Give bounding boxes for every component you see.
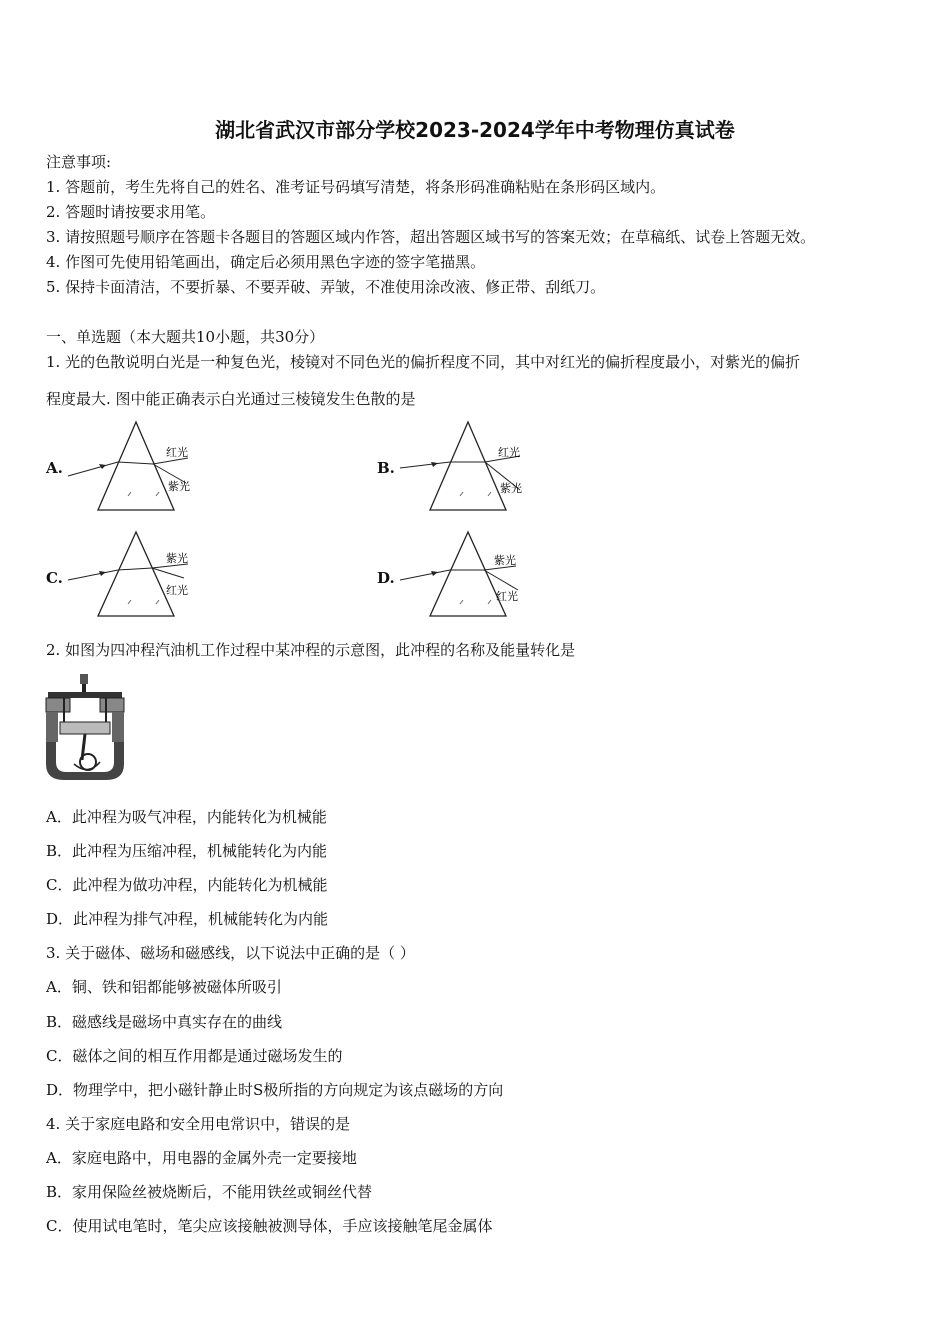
page-title: 湖北省武汉市部分学校2023-2024学年中考物理仿真试卷 [215, 118, 735, 142]
question-4-option-c: C．使用试电笔时，笔尖应该接触被测导体，手应该接触笔尾金属体 [46, 1217, 493, 1235]
prism-diagram-c [66, 528, 196, 626]
prism-diagram-b [398, 418, 528, 516]
question-2-option-a: A．此冲程为吸气冲程，内能转化为机械能 [46, 808, 327, 826]
notice-item: 1. 答题前，考生先将自己的姓名、准考证号码填写清楚，将条形码准确粘贴在条形码区域内。 [46, 178, 666, 196]
notice-item: 2. 答题时请按要求用笔。 [46, 203, 216, 221]
notice-item: 3. 请按照题号顺序在答题卡各题目的答题区域内作答，超出答题区域书写的答案无效；在草稿纸、试卷上答题无效。 [46, 228, 816, 246]
violet-light-label: 紫光 [494, 554, 516, 567]
question-2-option-d: D．此冲程为排气冲程，机械能转化为内能 [46, 910, 329, 928]
question-2-option-b: B．此冲程为压缩冲程，机械能转化为内能 [46, 842, 328, 860]
question-3-option-b: B．磁感线是磁场中真实存在的曲线 [46, 1013, 283, 1031]
red-light-label: 红光 [496, 590, 518, 603]
violet-light-label: 紫光 [168, 480, 190, 493]
prism-diagram-d [398, 528, 528, 626]
red-light-label: 红光 [166, 584, 188, 597]
option-c-label: C. [46, 569, 63, 587]
question-3-option-a: A．铜、铁和铝都能够被磁体所吸引 [46, 978, 282, 996]
option-d-label: D. [377, 569, 395, 587]
notice-item: 5. 保持卡面清洁，不要折暴、不要弄破、弄皱，不准使用涂改液、修正带、刮纸刀。 [46, 278, 606, 296]
option-a-label: A. [46, 459, 63, 477]
violet-light-label: 紫光 [166, 552, 188, 565]
notice-heading: 注意事项: [46, 153, 112, 171]
question-4-option-a: A．家庭电路中，用电器的金属外壳一定要接地 [46, 1149, 357, 1167]
question-3-option-d: D．物理学中，把小磁针静止时S极所指的方向规定为该点磁场的方向 [46, 1081, 504, 1099]
option-b-label: B. [377, 459, 395, 477]
engine-cylinder-diagram [44, 672, 126, 784]
question-4-stem: 4. 关于家庭电路和安全用电常识中，错误的是 [46, 1115, 351, 1133]
notice-item: 4. 作图可先使用铅笔画出，确定后必须用黑色字迹的签字笔描黑。 [46, 253, 486, 271]
red-light-label: 红光 [498, 446, 520, 459]
question-1-stem: 1. 光的色散说明白光是一种复色光，棱镜对不同色光的偏折程度不同，其中对红光的偏折程度最小，对紫光的偏折 [46, 353, 801, 371]
prism-diagram-a [66, 418, 196, 516]
violet-light-label: 紫光 [500, 482, 522, 495]
question-2-stem: 2. 如图为四冲程汽油机工作过程中某冲程的示意图，此冲程的名称及能量转化是 [46, 641, 576, 659]
question-4-option-b: B．家用保险丝被烧断后，不能用铁丝或铜丝代替 [46, 1183, 373, 1201]
question-1-stem-cont: 程度最大. 图中能正确表示白光通过三棱镜发生色散的是 [46, 390, 416, 408]
question-3-stem: 3. 关于磁体、磁场和磁感线，以下说法中正确的是（ ） [46, 944, 415, 962]
question-2-option-c: C．此冲程为做功冲程，内能转化为机械能 [46, 876, 328, 894]
question-3-option-c: C．磁体之间的相互作用都是通过磁场发生的 [46, 1047, 343, 1065]
red-light-label: 红光 [166, 446, 188, 459]
section-heading: 一、单选题（本大题共10小题，共30分） [46, 328, 325, 346]
